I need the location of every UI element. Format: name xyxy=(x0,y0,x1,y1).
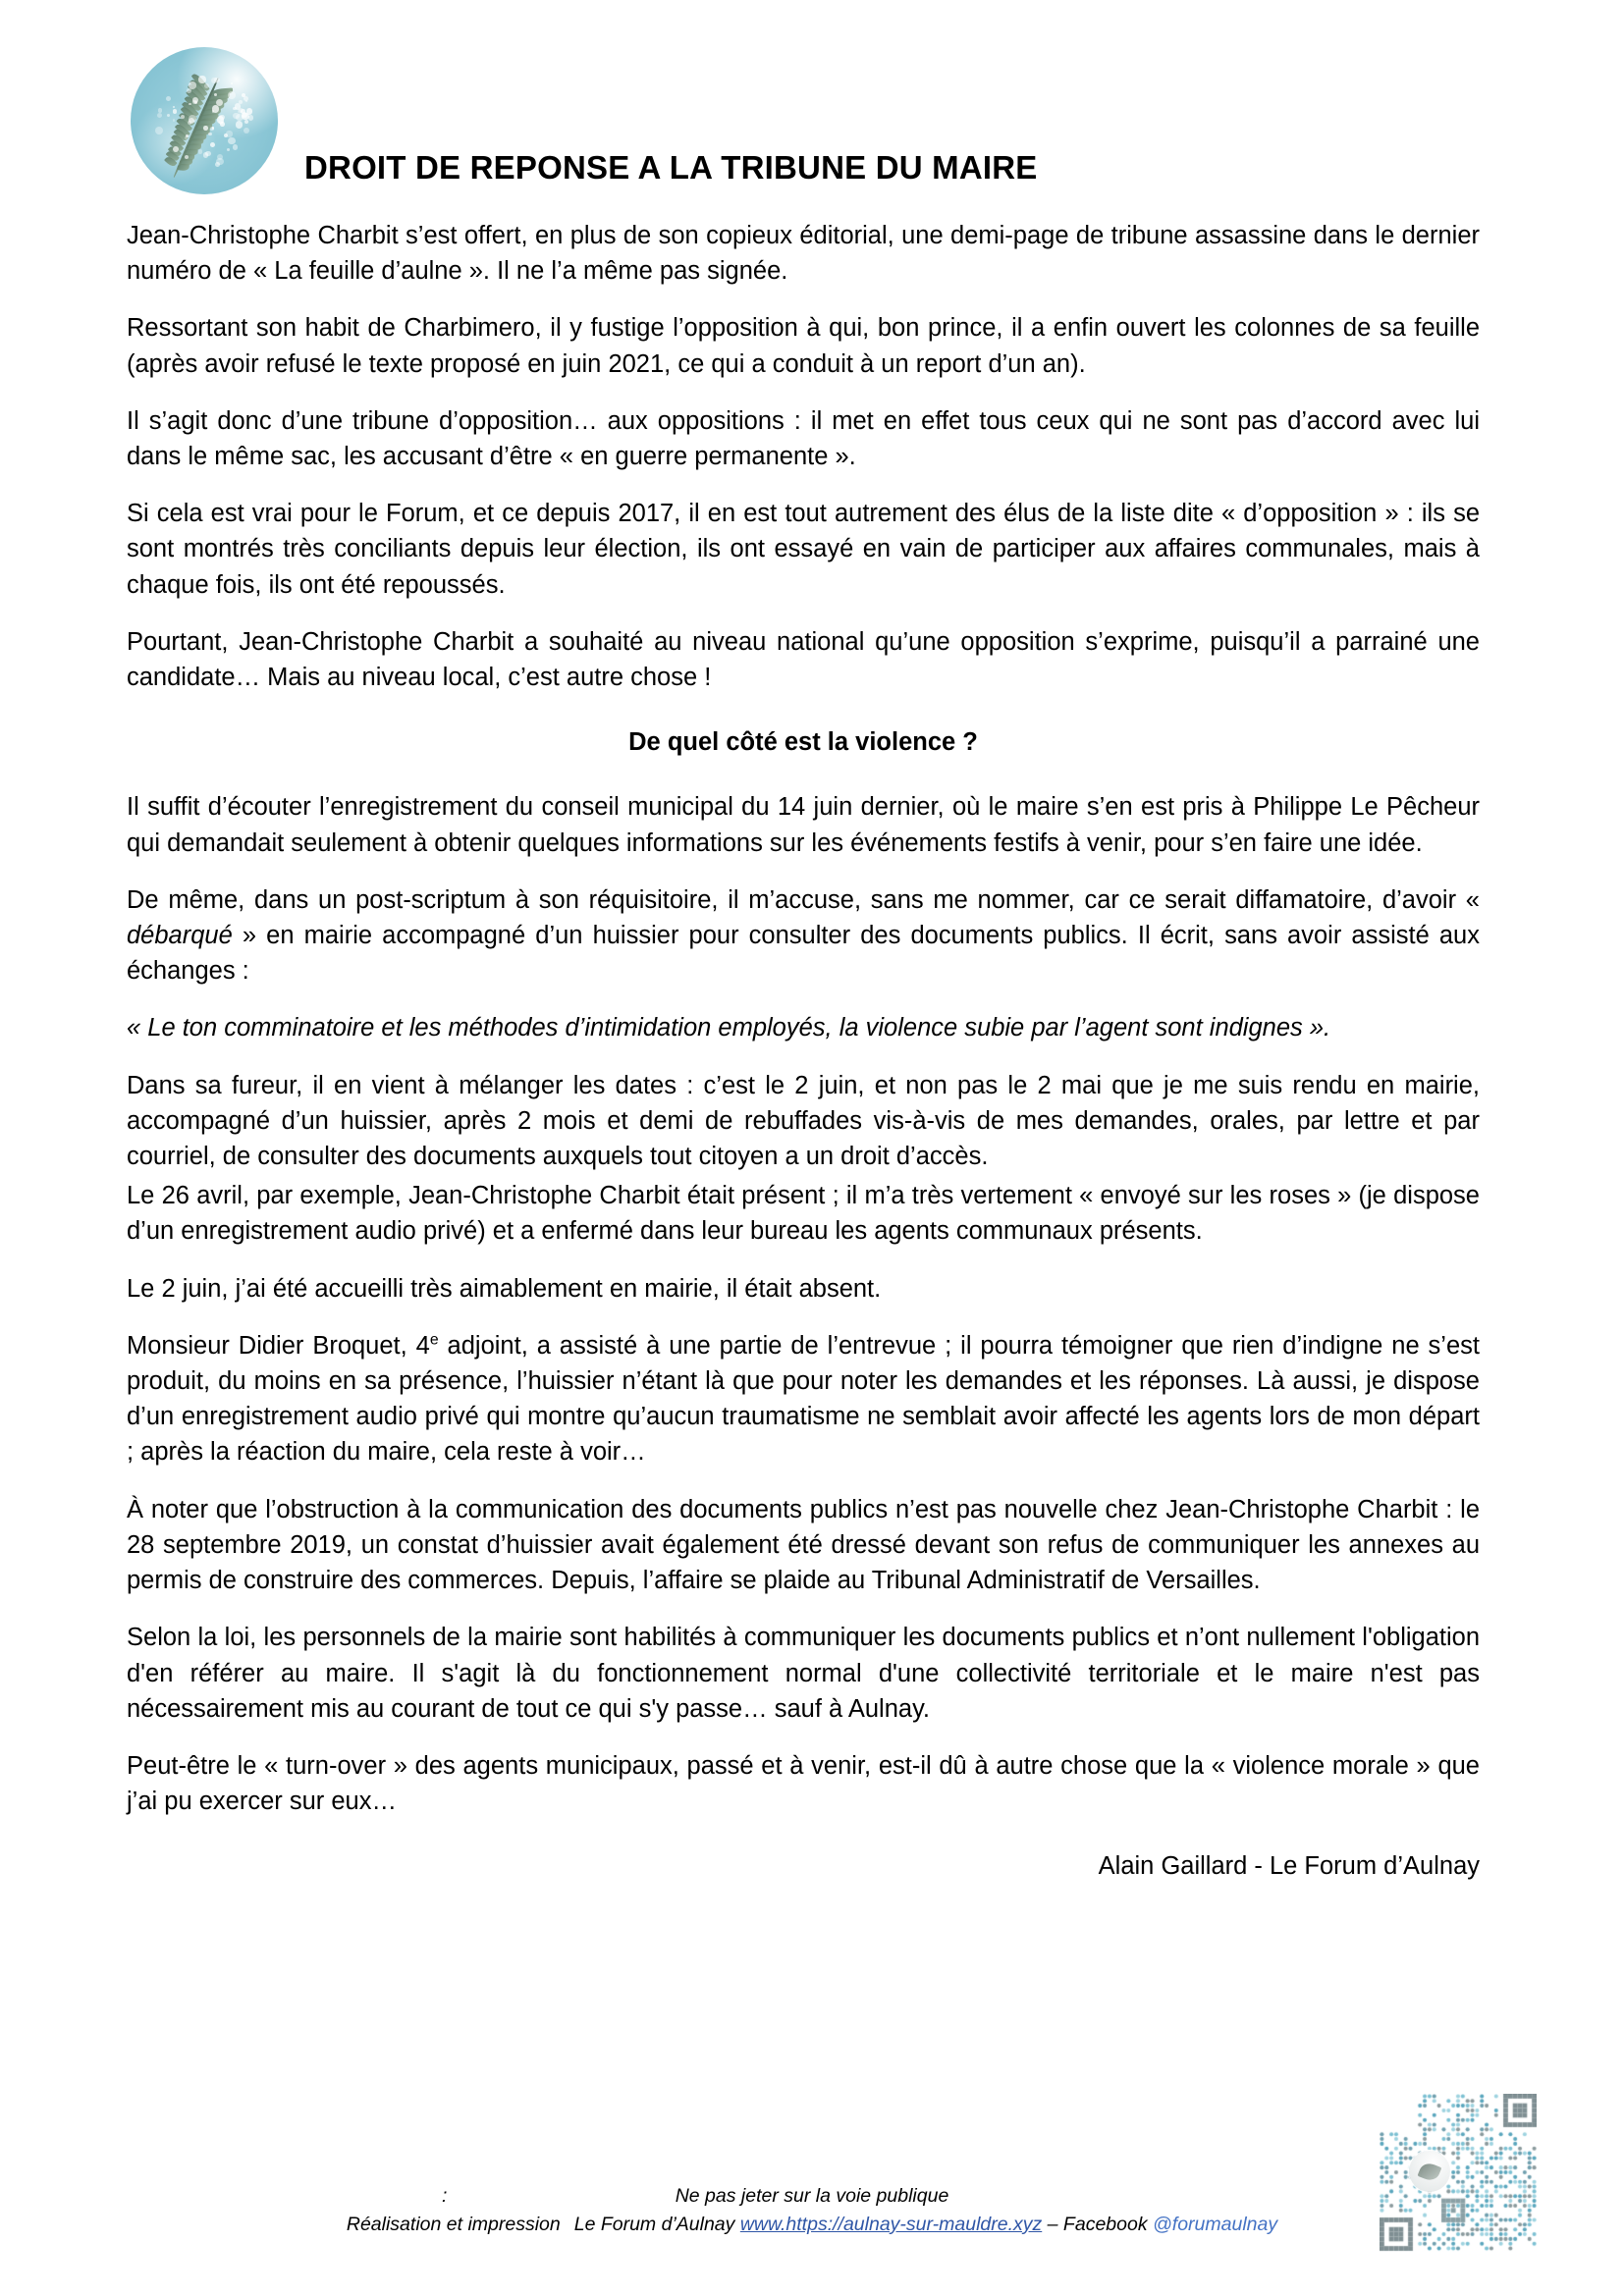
paragraph-2: Ressortant son habit de Charbimero, il y fustige l’opposition à qui, bon prince, il a enfin ouvert les colonnes de sa feuille (après avoir refusé le texte proposé en juin 2021, ce qui a conduit à un report d’un an). xyxy=(127,314,1480,378)
paragraph-11-part-b: adjoint, a assisté à une partie de l’entrevue ; il pourra témoigner que rien d’indigne ne s’est produit, du moins en sa présence, l’huissier n’étant là que pour noter les demandes et les réponses. Là aussi, je dispose d’un enregistrement audio privé qui montre qu’aucun traumatisme ne semblait avoir affecté les agents lors de mon départ ; après la réaction du maire, cela reste à voir… xyxy=(127,1331,1480,1467)
paragraph-14: Peut-être le « turn-over » des agents municipaux, passé et à venir, est-il dû à autre chose que la « violence morale » que j’ai pu exercer sur eux… xyxy=(127,1751,1480,1816)
emphasis-debarque: débarqué xyxy=(127,922,233,950)
paragraph-6: Il suffit d’écouter l’enregistrement du conseil municipal du 14 juin dernier, où le maire s’en est pris à Philippe Le Pêcheur qui demandait seulement à obtenir quelques informations sur les événements festifs à venir, pour s’en faire une idée. xyxy=(127,793,1480,857)
footer-separator: – Facebook xyxy=(1047,2213,1148,2235)
footer-website-link[interactable]: www.https://aulnay-sur-mauldre.xyz xyxy=(739,2213,1043,2235)
footer-line-credit xyxy=(233,2211,1391,2239)
paragraph-7 xyxy=(127,882,1480,989)
paragraph-5: Pourtant, Jean-Christophe Charbit a souhaité au niveau national qu’une opposition s’exprime, puisqu’il a parrainé une candidate… Mais au niveau local, c’est autre chose ! xyxy=(127,627,1480,692)
paragraph-9: Le 26 avril, par exemple, Jean-Christophe Charbit était présent ; il m’a très vertement « envoyé sur les roses » (je dispose d’un enregistrement audio privé) et a enfermé dans leur bureau les agents communaux présents. xyxy=(127,1182,1480,1246)
paragraph-11-part-a: Monsieur Didier Broquet, 4 xyxy=(127,1331,430,1360)
qr-center-logo-icon xyxy=(1409,2151,1450,2192)
signature: Alain Gaillard - Le Forum d’Aulnay xyxy=(1098,1852,1480,1881)
section-heading-violence: De quel côté est la violence ? xyxy=(628,728,978,757)
paragraph-13: Selon la loi, les personnels de la mairie sont habilités à communiquer les documents publics et n’ont nullement l'obligation d'en référer au maire. Il s'agit là du fonctionnement normal d'une collectivité territoriale et le maire n'est pas nécessairement mis au courant de tout ce qui s'y passe… sauf à Aulnay. xyxy=(127,1624,1480,1723)
paragraph-8: Dans sa fureur, il en vient à mélanger les dates : c’est le 2 juin, et non pas le 2 mai que je me suis rendu en mairie, accompagné d’un huissier, après 2 mois et demi de rebuffades vis-à-vis de mes demandes, orales, par lettre et par courriel, de consulter des documents auxquels tout citoyen a un droit d’accès. xyxy=(127,1071,1480,1171)
footer-notice: Ne pas jeter sur la voie publique xyxy=(675,2184,949,2207)
footer-facebook-handle: @forumaulnay xyxy=(1153,2213,1278,2235)
paragraph-7-part-a: De même, dans un post-scriptum à son réquisitoire, il m’accuse, sans me nommer, car ce serait diffamatoire, d’avoir « xyxy=(127,885,1480,914)
paragraph-7-part-b: » en mairie accompagné d’un huissier pour consulter des documents publics. Il écrit, sans avoir assisté aux échanges : xyxy=(127,922,1480,986)
footer-colon: : xyxy=(442,2184,448,2207)
paragraph-12: À noter que l’obstruction à la communication des documents publics n’est pas nouvelle chez Jean-Christophe Charbit : le 28 septembre 2019, un constat d’huissier avait également été dressé devant son refus de communiquer les annexes au permis de construire des commerces. Depuis, l’affaire se plaide au Tribunal Administratif de Versailles. xyxy=(127,1495,1480,1595)
ordinal-suffix: e xyxy=(429,1331,439,1349)
feather-circle-logo-icon xyxy=(131,47,278,194)
qr-code-icon[interactable] xyxy=(1380,2094,1537,2261)
paragraph-1: Jean-Christophe Charbit s’est offert, en plus de son copieux éditorial, une demi-page de tribune assassine dans le dernier numéro de « La feuille d’aulne ». Il ne l’a même pas signée. xyxy=(127,222,1480,286)
footer-line-notice xyxy=(277,2182,1347,2211)
paragraph-10: Le 2 juin, j’ai été accueilli très aimablement en mairie, il était absent. xyxy=(127,1274,882,1303)
footer-credit: Réalisation et impression xyxy=(346,2213,561,2235)
document-header xyxy=(0,39,1624,196)
document-body xyxy=(127,218,1480,1885)
footer-org: Le Forum d’Aulnay xyxy=(573,2213,735,2235)
paragraph-4: Si cela est vrai pour le Forum, et ce depuis 2017, il en est tout autrement des élus de la liste dite « d’opposition » : ils se sont montrés très conciliants depuis leur élection, ils ont essayé en vain de participer aux affaires communales, mais à chaque fois, ils ont été repoussés. xyxy=(127,500,1480,599)
qr-code-canvas xyxy=(1380,2094,1537,2261)
blockquote-indignes: « Le ton comminatoire et les méthodes d’intimidation employés, la violence subie par l’agent sont indignes ». xyxy=(127,1014,1331,1042)
paragraph-3: Il s’agit donc d’une tribune d’opposition… aux oppositions : il met en effet tous ceux qui ne sont pas d’accord avec lui dans le même sac, les accusant d’être « en guerre permanente ». xyxy=(127,406,1480,471)
page-title: DROIT DE REPONSE A LA TRIBUNE DU MAIRE xyxy=(304,149,1038,186)
paragraph-11 xyxy=(127,1328,1480,1470)
